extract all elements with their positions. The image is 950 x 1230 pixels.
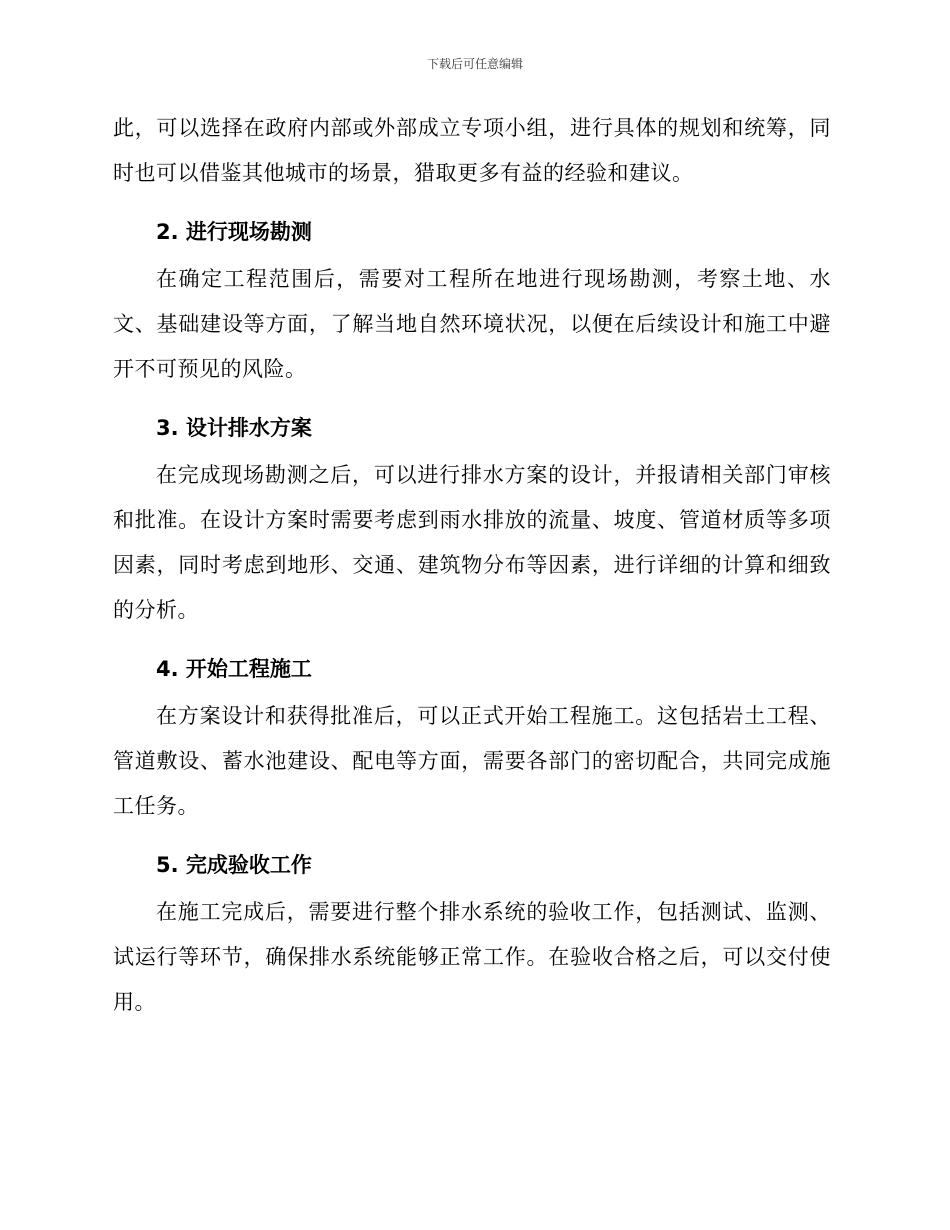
document-body: [113, 106, 831, 1025]
intro-paragraph: 此，可以选择在政府内部或外部成立专项小组，进行具体的规划和统筹，同时也可以借鉴其他城市的场景，猎取更多有益的经验和建议。: [113, 116, 831, 185]
section-heading-acceptance: 5. 完成验收工作: [156, 853, 312, 877]
section-heading-site-survey: 2. 进行现场勘测: [156, 220, 312, 244]
construction-paragraph: 在方案设计和获得批准后，可以正式开始工程施工。这包括岩土工程、管道敷设、蓄水池建设、配电等方面，需要各部门的密切配合，共同完成施工任务。: [113, 704, 831, 818]
spacer: [113, 829, 831, 839]
site-survey-paragraph: 在确定工程范围后，需要对工程所在地进行现场勘测，考察土地、水文、基础建设等方面，了解当地自然环境状况，以便在后续设计和施工中避开不可预见的风险。: [113, 267, 831, 381]
spacer: [113, 196, 831, 206]
section-heading-drainage-design: 3. 设计排水方案: [156, 416, 312, 440]
drainage-design-paragraph: 在完成现场勘测之后，可以进行排水方案的设计，并报请相关部门审核和批准。在设计方案时需要考虑到雨水排放的流量、坡度、管道材质等多项因素，同时考虑到地形、交通、建筑物分布等因素，进行详细的计算和细致的分析。: [113, 463, 831, 622]
acceptance-paragraph: 在施工完成后，需要进行整个排水系统的验收工作，包括测试、监测、试运行等环节，确保排水系统能够正常工作。在验收合格之后，可以交付使用。: [113, 900, 831, 1014]
section-heading-construction: 4. 开始工程施工: [156, 657, 312, 681]
header-note: 下载后可任意编辑: [426, 57, 523, 71]
spacer: [113, 392, 831, 402]
spacer: [113, 633, 831, 643]
